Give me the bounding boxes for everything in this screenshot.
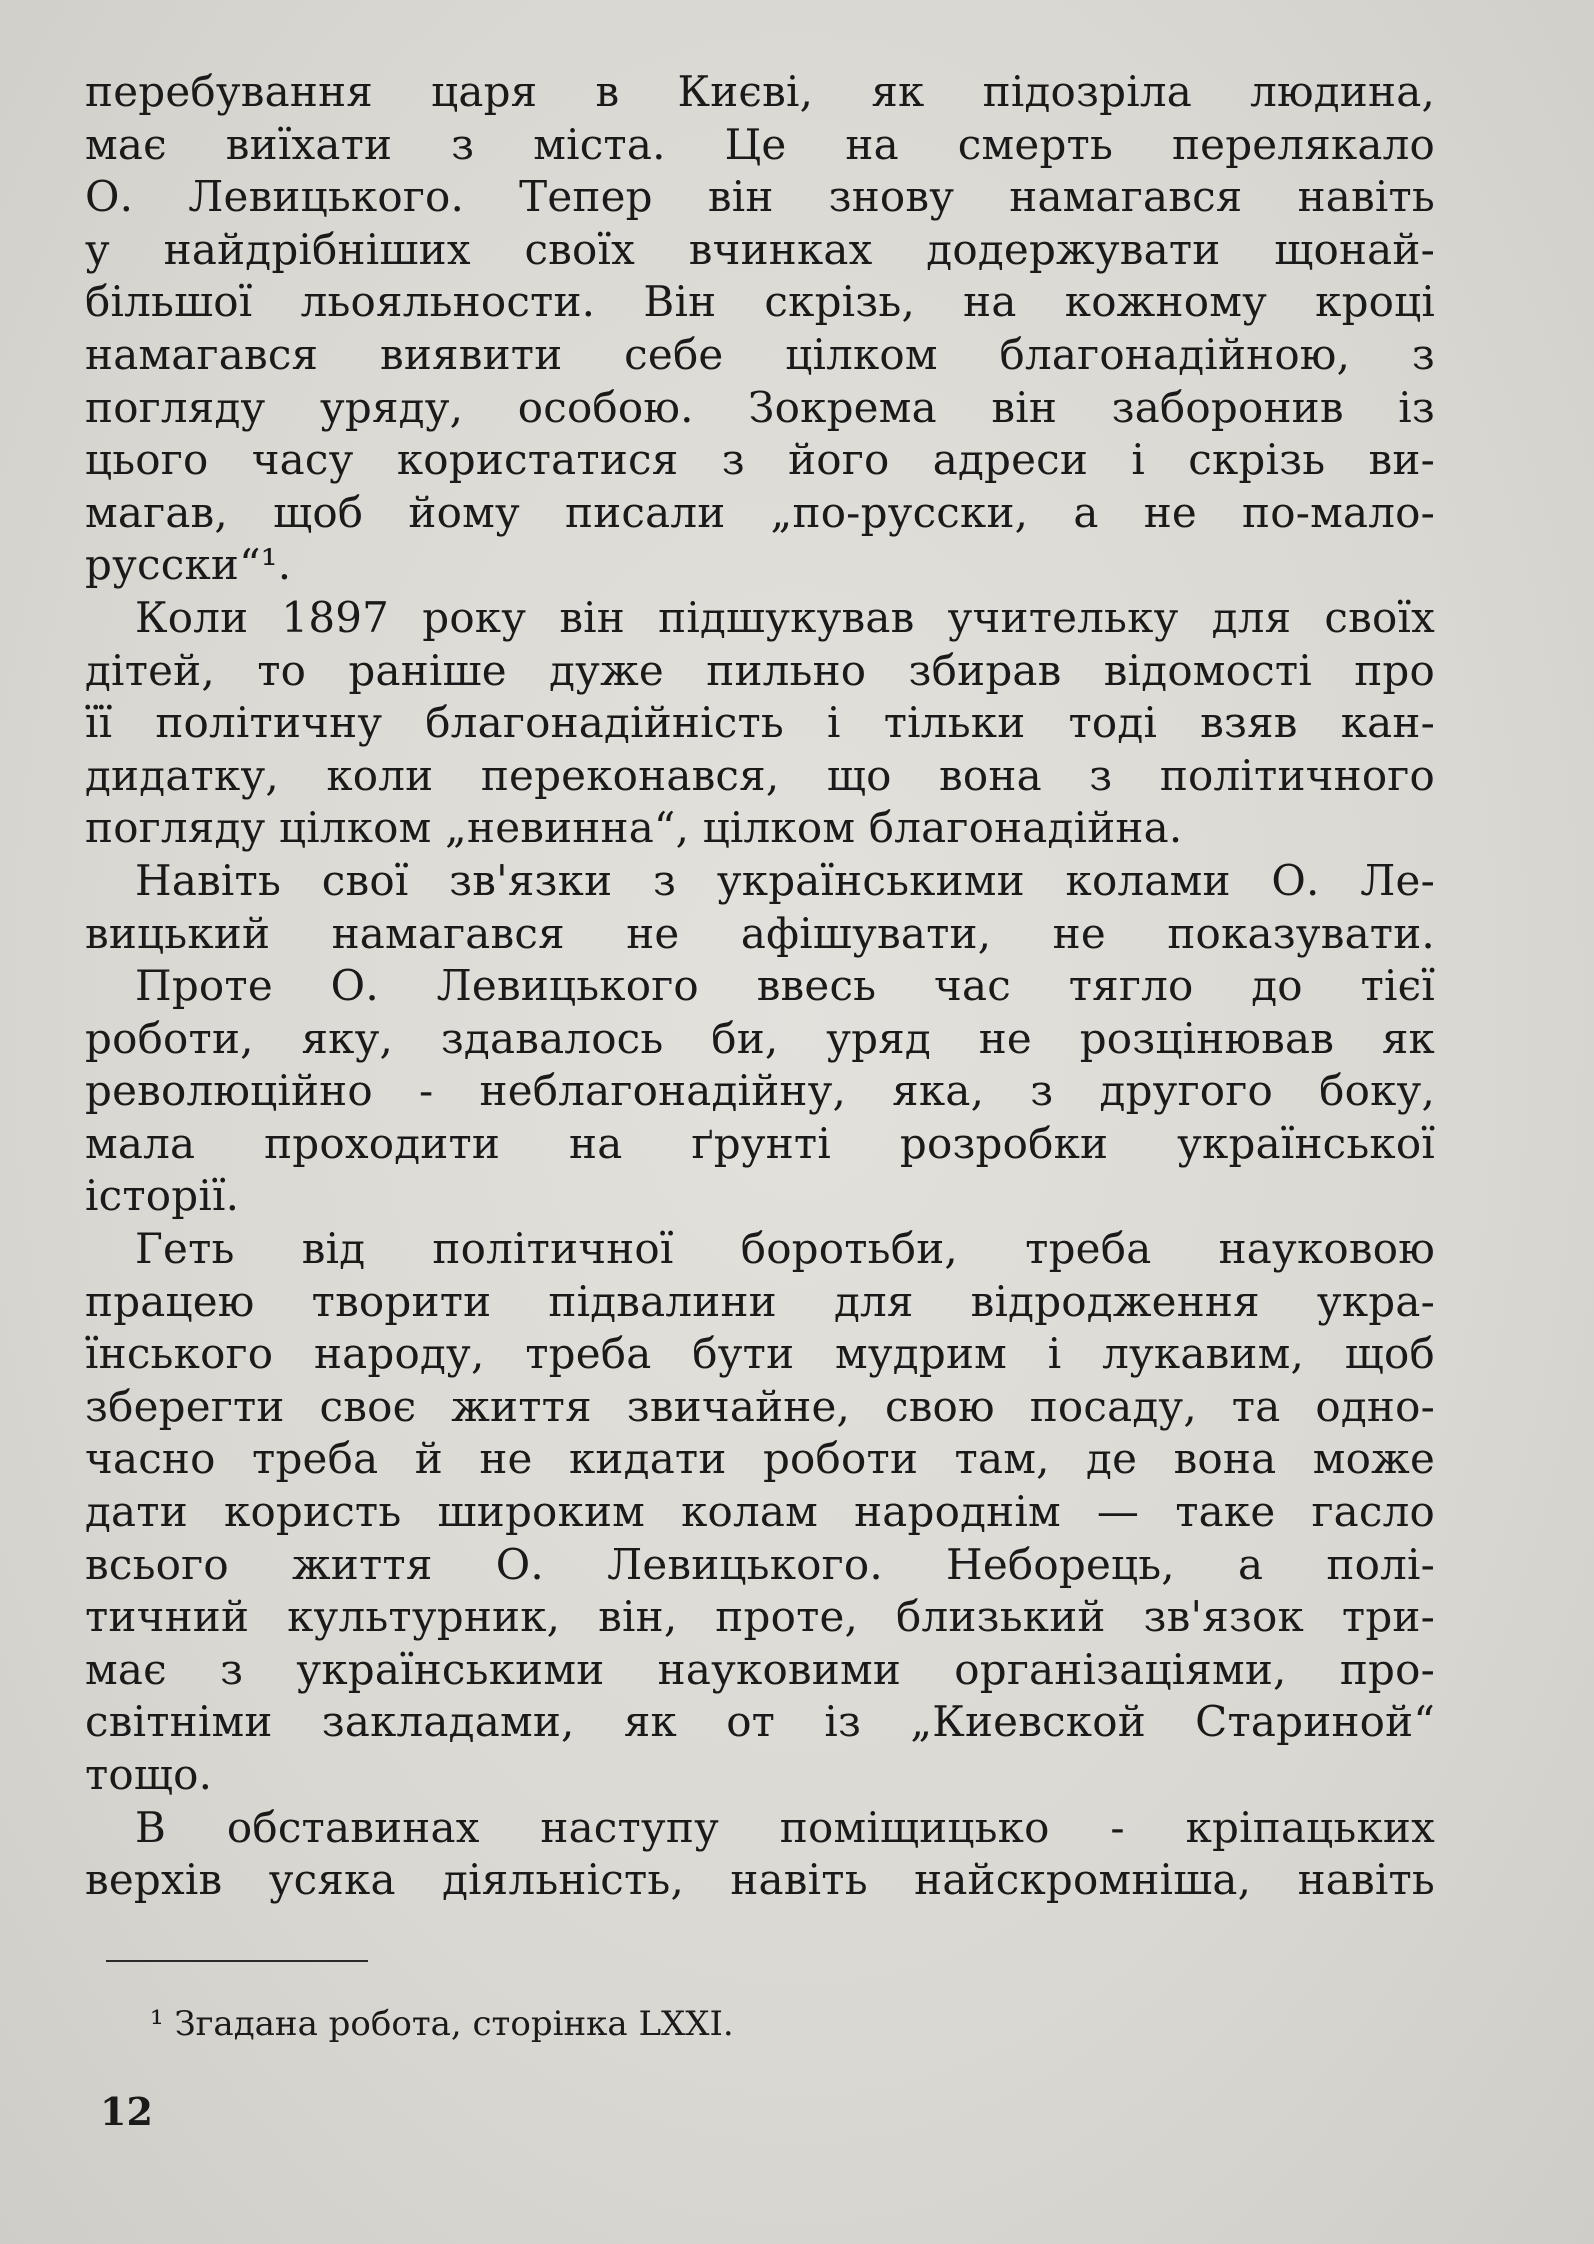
text-line: вицький намагався не афішувати, не показувати. bbox=[85, 908, 1435, 958]
text-line: світніми закладами, як от із „Киевской Стариной“ bbox=[85, 1697, 1435, 1747]
text-line: її політичну благонадійність і тільки тоді взяв кан- bbox=[85, 698, 1435, 748]
footnote: ¹ Згадана робота, сторінка LXXI. bbox=[150, 2004, 734, 2044]
text-line: Геть від політичної боротьби, треба науковою bbox=[135, 1224, 1435, 1274]
text-line: русски“¹. bbox=[85, 540, 292, 590]
text-line: В обставинах наступу поміщицько - кріпацьких bbox=[135, 1802, 1435, 1852]
text-line: мала проходити на ґрунті розробки української bbox=[85, 1118, 1435, 1168]
text-line: верхів усяка діяльність, навіть найскромніша, навіть bbox=[85, 1855, 1435, 1905]
text-line: у найдрібніших своїх вчинках додержувати щонай- bbox=[85, 224, 1435, 274]
text-line: революційно - неблагонадійну, яка, з другого боку, bbox=[85, 1066, 1435, 1116]
text-line: має виїхати з міста. Це на смерть перелякало bbox=[85, 119, 1435, 169]
text-line: перебування царя в Києві, як підозріла людина, bbox=[85, 67, 1435, 116]
text-line: Навіть свої зв'язки з українськими колами О. Ле- bbox=[135, 855, 1435, 905]
body-text bbox=[85, 66, 1435, 1907]
text-line: цього часу користатися з його адреси і скрізь ви- bbox=[85, 435, 1435, 485]
text-line: роботи, яку, здавалось би, уряд не розцінював як bbox=[85, 1013, 1435, 1063]
text-line: дидатку, коли переконався, що вона з політичного bbox=[85, 750, 1435, 800]
text-line: погляду уряду, особою. Зокрема він заборонив із bbox=[85, 382, 1435, 432]
text-line: Коли 1897 року він підшукував учительку для своїх bbox=[135, 592, 1435, 642]
footnote-divider bbox=[106, 1960, 368, 1962]
text-line: більшої льояльности. Він скрізь, на кожному кроці bbox=[85, 277, 1435, 327]
text-line: тощо. bbox=[85, 1750, 213, 1799]
text-line: Проте О. Левицького ввесь час тягло до тієї bbox=[135, 961, 1435, 1011]
text-line: дати користь широким колам народнім — таке гасло bbox=[85, 1487, 1435, 1537]
text-line: всього життя О. Левицького. Неборець, а полі- bbox=[85, 1539, 1435, 1589]
text-line: їнського народу, треба бути мудрим і лукавим, щоб bbox=[85, 1329, 1435, 1379]
text-line: історії. bbox=[85, 1171, 240, 1221]
text-line: часно треба й не кидати роботи там, де вона може bbox=[85, 1434, 1435, 1484]
text-line: тичний культурник, він, проте, близький зв'язок три- bbox=[85, 1592, 1435, 1642]
text-line: працею творити підвалини для відродження укра- bbox=[85, 1276, 1435, 1326]
page-number: 12 bbox=[100, 2089, 153, 2134]
text-line: погляду цілком „невинна“, цілком благонадійна. bbox=[85, 803, 1183, 853]
text-line: зберегти своє життя звичайне, свою посаду, та одно- bbox=[85, 1381, 1435, 1431]
text-line: має з українськими науковими організаціями, про- bbox=[85, 1644, 1435, 1694]
text-line: намагався виявити себе цілком благонадійною, з bbox=[85, 329, 1435, 379]
text-line: дітей, то раніше дуже пильно збирав відомості про bbox=[85, 645, 1435, 695]
text-line: магав, щоб йому писали „по-русски, а не по-мало- bbox=[85, 487, 1435, 537]
text-line: О. Левицького. Тепер він знову намагався навіть bbox=[85, 172, 1435, 222]
